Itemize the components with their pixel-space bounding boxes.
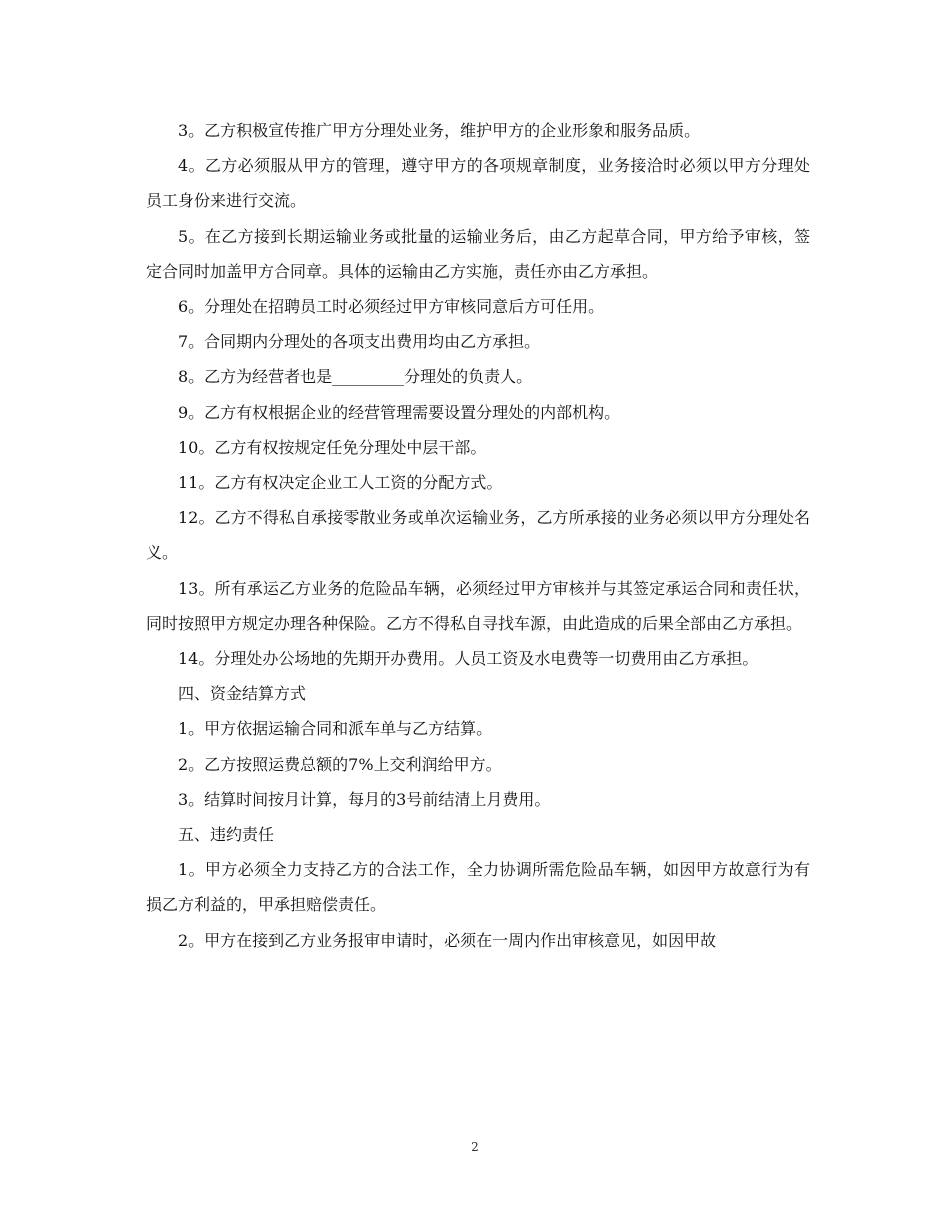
- paragraph-clause-10: 10。乙方有权按规定任免分理处中层干部。: [178, 437, 487, 457]
- paragraph-clause-9: 9。乙方有权根据企业的经营管理需要设置分理处的内部机构。: [178, 402, 621, 422]
- section-heading-settlement: 四、资金结算方式: [178, 684, 307, 704]
- paragraph-clause-13: 13。所有承运乙方业务的危险品车辆，必须经过甲方审核并与其签定承运合同和责任状，同时按照甲方规定办理各种保险。乙方不得私自寻找车源，由此造成的后果全部由乙方承担。: [146, 578, 810, 633]
- page-number: 2: [471, 1140, 479, 1154]
- paragraph-clause-3: 3。乙方积极宣传推广甲方分理处业务，维护甲方的企业形象和服务品质。: [178, 121, 701, 140]
- paragraph-clause-7: 7。合同期内分理处的各项支出费用均由乙方承担。: [178, 332, 541, 352]
- paragraph-clause-5: 5。在乙方接到长期运输业务或批量的运输业务后，由乙方起草合同，甲方给予审核，签定合同时加盖甲方合同章。具体的运输由乙方实施，责任亦由乙方承担。: [146, 226, 810, 281]
- section-heading-liability: 五、违约责任: [178, 825, 275, 845]
- paragraph-liability-1: 1。甲方必须全力支持乙方的合法工作，全力协调所需危险品车辆，如因甲方故意行为有损乙方利益的，甲承担赔偿责任。: [146, 860, 810, 915]
- paragraph-clause-11: 11。乙方有权决定企业工人工资的分配方式。: [178, 473, 503, 493]
- paragraph-clause-6: 6。分理处在招聘员工时必须经过甲方审核同意后方可任用。: [178, 297, 605, 317]
- paragraph-clause-12: 12。乙方不得私自承接零散业务或单次运输业务，乙方所承接的业务必须以甲方分理处名义。: [146, 508, 810, 563]
- paragraph-clause-14: 14。分理处办公场地的先期开办费用。人员工资及水电费等一切费用由乙方承担。: [178, 649, 759, 669]
- paragraph-liability-2: 2。甲方在接到乙方业务报审申请时，必须在一周内作出审核意见，如因甲故: [178, 930, 717, 950]
- document-body: [146, 113, 810, 958]
- paragraph-clause-4: 4。乙方必须服从甲方的管理，遵守甲方的各项规章制度，业务接洽时必须以甲方分理处员工身份来进行交流。: [146, 156, 810, 211]
- paragraph-settlement-2: 2。乙方按照运费总额的7%上交利润给甲方。: [178, 754, 502, 774]
- paragraph-clause-8: 8。乙方为经营者也是_________分理处的负责人。: [178, 367, 533, 387]
- paragraph-settlement-1: 1。甲方依据运输合同和派车单与乙方结算。: [178, 719, 493, 739]
- paragraph-settlement-3: 3。结算时间按月计算，每月的3号前结清上月费用。: [178, 789, 551, 809]
